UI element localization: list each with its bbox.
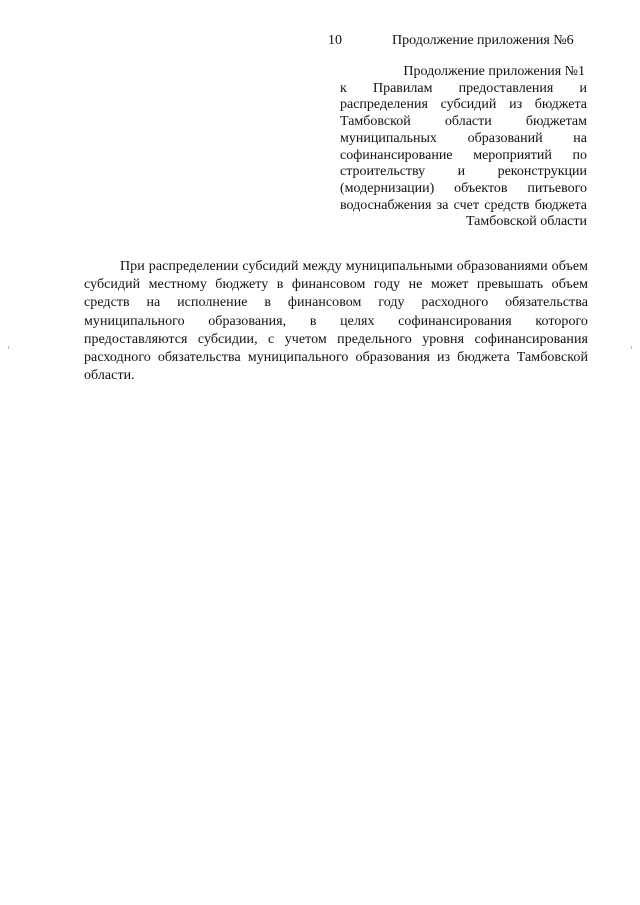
header-title: Продолжение приложения №6 [392,33,574,48]
page-header [0,31,640,51]
scan-artifact-right [631,346,632,349]
scan-artifact-left [8,346,9,349]
page-number: 10 [328,33,342,48]
body-paragraph: При распределении субсидий между муниципальными образованиями объем субсидий местному бюджету в финансовом году не может превышать объем средств на исполнение в финансовом году расходного обязательства муниципального образования, в целях софинансирования которого предоставляются субсидии, с учетом предельного уровня софинансирования расходного обязательства муниципального образования из бюджета Тамбовской области. [84,259,588,384]
appendix-description: к Правилам предоставления и распределения субсидий из бюджета Тамбовской области бюджетам муниципальных образований на софинансирование мероприятий по строительству и реконструкции (модернизации) объектов питьевого водоснабжения за счет средств бюджета Тамбовской области [340,80,587,230]
appendix-reference-block [340,64,587,231]
appendix-title: Продолжение приложения №1 [403,64,585,79]
